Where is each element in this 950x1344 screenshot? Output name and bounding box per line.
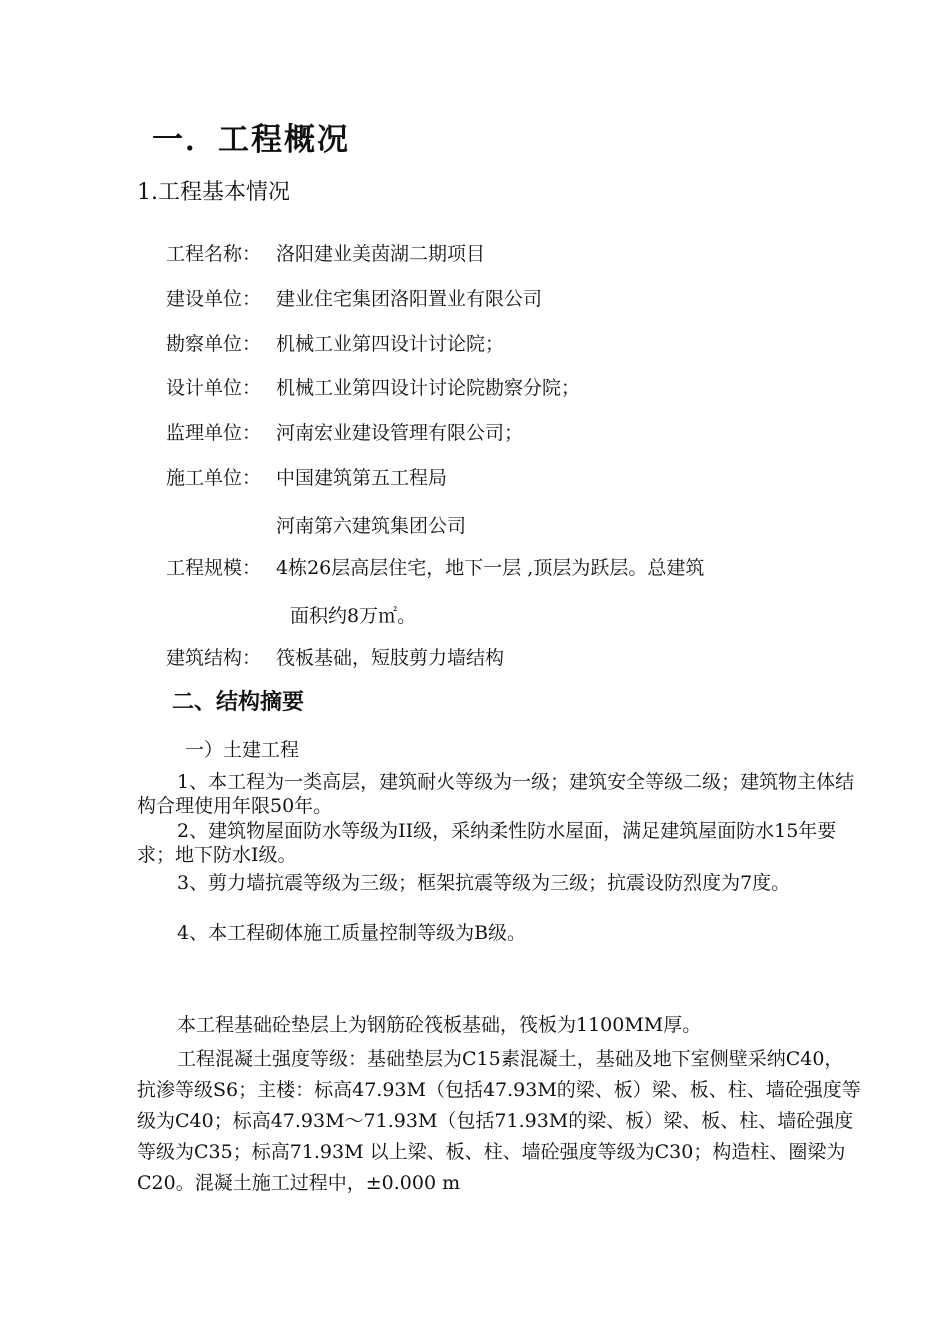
info-value-construction-2: 河南第六建筑集团公司 — [276, 515, 467, 537]
info-value: 中国建筑第五工程局 — [276, 467, 448, 489]
info-label: 建筑结构： — [166, 647, 262, 669]
concrete-paragraph: 工程混凝土强度等级：基础垫层为C15素混凝土，基础及地下室侧壁采纳C40，抗渗等级S6；主楼：标高47.93M（包括47.93M的梁、板）梁、板、柱、墙砼强度等级为C40；标高47.93M～71.93M（包括71.93M的梁、板）梁、板、柱、墙砼强度等级为C35；标高71.93M 以上梁、板、柱、墙砼强度等级为C30；构造柱、圈梁为C20。混凝土施工过程中，±0.000 m — [137, 1048, 861, 1194]
section-heading-structure-summary: 二、结构摘要 — [172, 690, 305, 715]
list-item: 2、建筑物屋面防水等级为II级，采纳柔性防水屋面，满足建筑屋面防水15年要求；地下防水I级。 — [137, 820, 837, 866]
list-item: 3、剪力墙抗震等级为三级；框架抗震等级为三级；抗震设防烈度为7度。 — [177, 872, 791, 894]
section-heading-overview: 一．工程概况 — [152, 122, 350, 158]
info-value: 筏板基础，短肢剪力墙结构 — [276, 647, 505, 669]
info-row-project-name — [166, 242, 485, 266]
info-value: 河南宏业建设管理有限公司； — [276, 422, 524, 444]
info-row-supervision — [166, 421, 523, 445]
info-value: 洛阳建业美茵湖二期项目 — [276, 243, 486, 265]
info-row-construction — [166, 466, 447, 490]
info-row-survey — [166, 332, 504, 356]
info-row-scale — [166, 556, 704, 580]
info-label: 建设单位： — [166, 288, 262, 310]
list-item: 1、本工程为一类高层，建筑耐火等级为一级；建筑安全等级二级；建筑物主体结构合理使用年限50年。 — [137, 771, 855, 817]
info-value: 机械工业第四设计讨论院勘察分院； — [276, 377, 581, 399]
info-label: 施工单位： — [166, 467, 262, 489]
info-label: 勘察单位： — [166, 333, 262, 355]
list-item: 4、本工程砌体施工质量控制等级为B级。 — [177, 922, 527, 944]
info-label: 设计单位： — [166, 377, 262, 399]
info-label: 监理单位： — [166, 422, 262, 444]
info-value: 4栋26层高层住宅，地下一层 ,顶层为跃层。总建筑 — [276, 557, 705, 579]
info-label: 工程规模： — [166, 557, 262, 579]
info-row-structure — [166, 646, 504, 670]
info-value: 机械工业第四设计讨论院； — [276, 333, 505, 355]
info-row-owner — [166, 287, 542, 311]
subsection-heading-basic-info: 1.工程基本情况 — [137, 180, 290, 205]
info-row-design — [166, 376, 580, 400]
foundation-paragraph: 本工程基础砼垫层上为钢筋砼筏板基础，筏板为1100MM厚。 — [177, 1014, 702, 1036]
info-label: 工程名称： — [166, 243, 262, 265]
info-value-scale-2: 面积约8万㎡。 — [290, 605, 417, 627]
subsection-heading-civil-works: 一）土建工程 — [185, 739, 300, 761]
info-value: 建业住宅集团洛阳置业有限公司 — [276, 288, 543, 310]
